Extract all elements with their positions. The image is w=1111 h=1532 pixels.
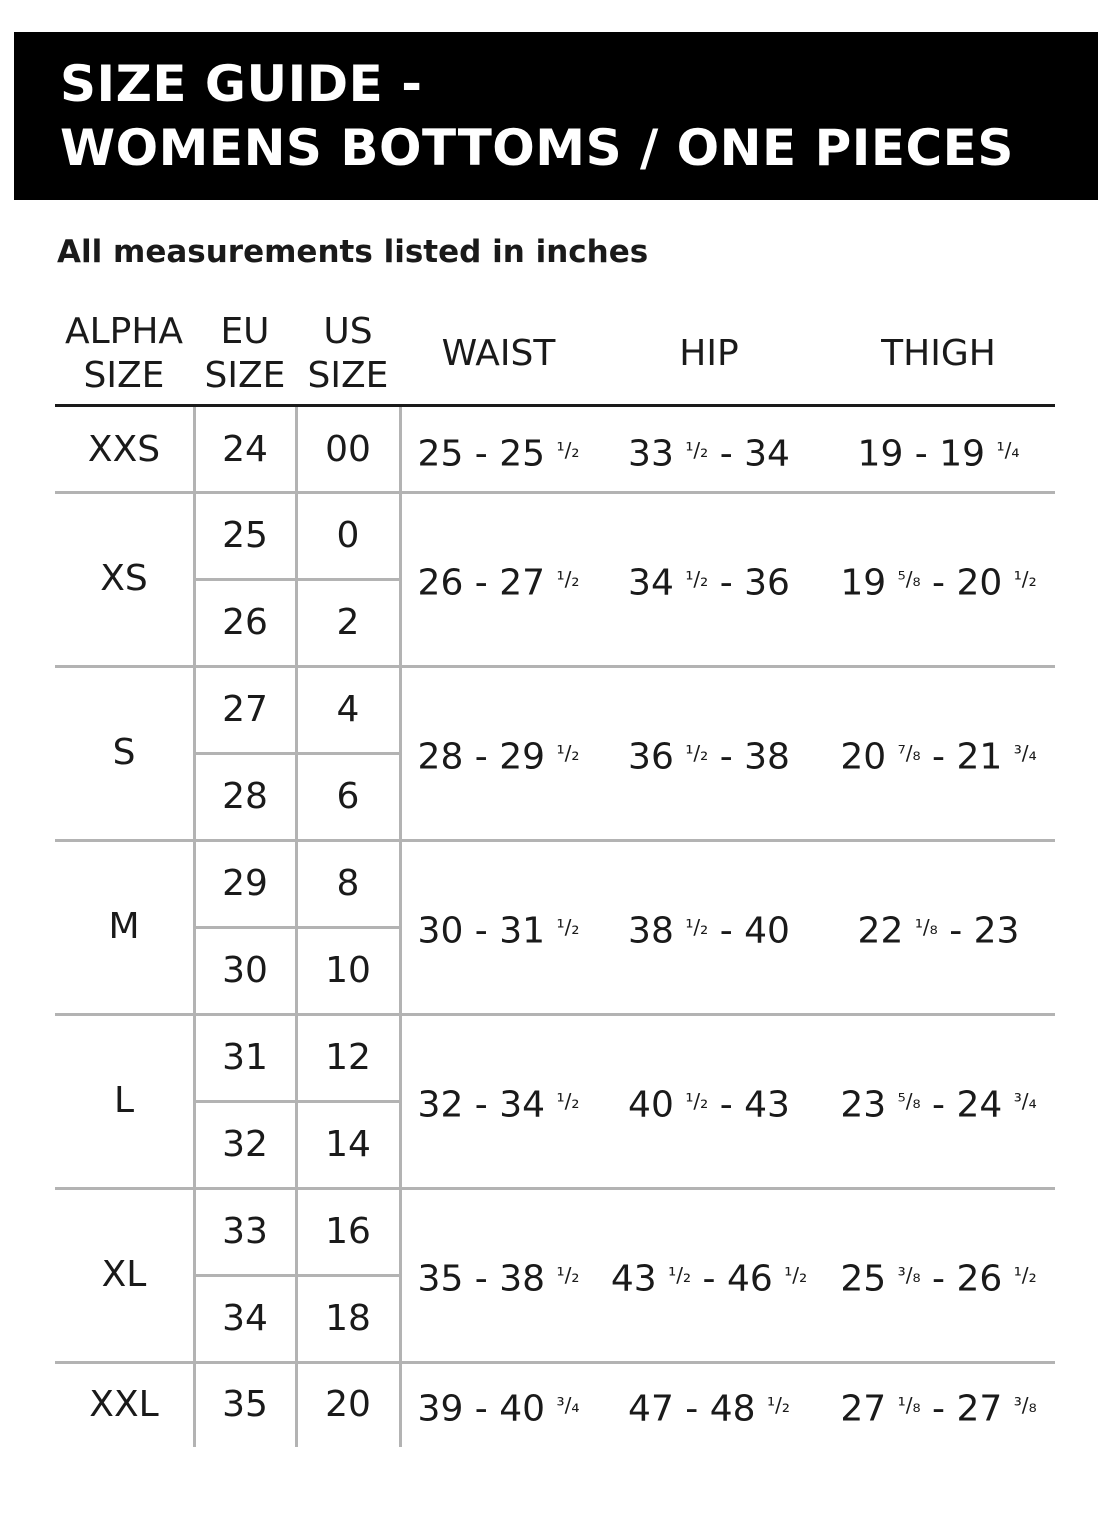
waist-cell: 28 - 29 $^{^1/_2}$ bbox=[417, 736, 580, 778]
eu-size-cell: 35 bbox=[222, 1383, 268, 1425]
alpha-size-cell: XXS bbox=[87, 428, 161, 470]
alpha-size-cell: XS bbox=[100, 558, 148, 599]
header-eu-size bbox=[195, 310, 295, 398]
hip-cell: 38 $^{^1/_2}$ - 40 bbox=[628, 910, 790, 952]
eu-size-cell: 32 bbox=[222, 1123, 268, 1165]
eu-size-cell: 28 bbox=[222, 775, 268, 817]
us-size-cell: 14 bbox=[325, 1123, 371, 1165]
thigh-cell: 25 $^{^3/_8}$ - 26 $^{^1/_2}$ bbox=[840, 1258, 1037, 1300]
header-alpha-line-2: SIZE bbox=[83, 355, 165, 396]
eu-size-cell: 31 bbox=[222, 1036, 268, 1078]
waist-cell: 26 - 27 $^{^1/_2}$ bbox=[417, 562, 580, 604]
thigh-cell: 20 $^{^7/_8}$ - 21 $^{^3/_4}$ bbox=[840, 736, 1037, 778]
header-waist: WAIST bbox=[441, 333, 556, 374]
title-line-1: SIZE GUIDE - bbox=[60, 55, 423, 113]
alpha-size-cell: L bbox=[113, 1080, 135, 1121]
eu-size-cell: 33 bbox=[222, 1210, 268, 1252]
measurement-note: All measurements listed in inches bbox=[57, 234, 649, 270]
hip-cell: 43 $^{^1/_2}$ - 46 $^{^1/_2}$ bbox=[610, 1258, 808, 1300]
alpha-size-cell: XL bbox=[101, 1254, 147, 1295]
group-divider bbox=[55, 1187, 1055, 1190]
us-size-cell: 16 bbox=[325, 1210, 371, 1252]
column-divider bbox=[193, 407, 196, 1447]
eu-size-cell: 27 bbox=[222, 688, 268, 730]
us-size-cell: 4 bbox=[336, 688, 360, 730]
us-size-cell: 18 bbox=[325, 1297, 371, 1339]
title-banner bbox=[14, 32, 1098, 200]
eu-size-cell: 24 bbox=[222, 428, 268, 470]
header-alpha-line-1: ALPHA bbox=[64, 311, 184, 352]
us-size-cell: 00 bbox=[325, 428, 371, 470]
eu-size-cell: 29 bbox=[222, 862, 268, 904]
eu-size-cell: 30 bbox=[222, 949, 268, 991]
hip-cell: 47 - 48 $^{^1/_2}$ bbox=[628, 1387, 790, 1429]
waist-cell: 32 - 34 $^{^1/_2}$ bbox=[417, 1084, 580, 1126]
column-divider bbox=[399, 407, 402, 1447]
waist-cell: 25 - 25 $^{^1/_2}$ bbox=[417, 432, 580, 474]
column-divider bbox=[295, 407, 298, 1447]
hip-cell: 34 $^{^1/_2}$ - 36 bbox=[628, 562, 790, 604]
us-size-cell: 6 bbox=[336, 775, 360, 817]
alpha-size-cell: XXL bbox=[89, 1383, 159, 1425]
group-divider bbox=[55, 491, 1055, 494]
us-size-cell: 20 bbox=[325, 1383, 371, 1425]
eu-size-cell: 34 bbox=[222, 1297, 268, 1339]
eu-size-cell: 26 bbox=[222, 601, 268, 643]
header-eu-line-2: SIZE bbox=[204, 355, 286, 396]
hip-cell: 40 $^{^1/_2}$ - 43 bbox=[628, 1084, 790, 1126]
header-us-line-2: SIZE bbox=[307, 355, 389, 396]
thigh-cell: 27 $^{^1/_8}$ - 27 $^{^3/_8}$ bbox=[840, 1387, 1037, 1429]
us-size-cell: 8 bbox=[336, 862, 360, 904]
title-line-2: WOMENS BOTTOMS / ONE PIECES bbox=[60, 119, 1014, 177]
us-size-cell: 2 bbox=[336, 601, 360, 643]
header-alpha-size bbox=[55, 310, 193, 398]
thigh-cell: 23 $^{^5/_8}$ - 24 $^{^3/_4}$ bbox=[840, 1084, 1037, 1126]
group-divider bbox=[55, 665, 1055, 668]
thigh-cell: 22 $^{^1/_8}$ - 23 bbox=[857, 910, 1020, 952]
thigh-cell: 19 $^{^5/_8}$ - 20 $^{^1/_2}$ bbox=[840, 562, 1037, 604]
header-thigh: THIGH bbox=[881, 333, 996, 374]
header-us-size bbox=[297, 310, 399, 398]
header-eu-line-1: EU bbox=[220, 311, 270, 352]
us-size-cell: 12 bbox=[325, 1036, 371, 1078]
header-us-line-1: US bbox=[323, 311, 373, 352]
hip-cell: 33 $^{^1/_2}$ - 34 bbox=[628, 432, 790, 474]
hip-cell: 36 $^{^1/_2}$ - 38 bbox=[628, 736, 790, 778]
header-hip: HIP bbox=[679, 333, 739, 374]
alpha-size-cell: M bbox=[108, 906, 140, 947]
us-size-cell: 10 bbox=[325, 949, 371, 991]
alpha-size-cell: S bbox=[112, 732, 136, 773]
group-divider bbox=[55, 1013, 1055, 1016]
eu-size-cell: 25 bbox=[222, 514, 268, 556]
group-divider bbox=[55, 1361, 1055, 1364]
us-size-cell: 0 bbox=[336, 514, 360, 556]
waist-cell: 39 - 40 $^{^3/_4}$ bbox=[417, 1387, 580, 1429]
thigh-cell: 19 - 19 $^{^1/_4}$ bbox=[857, 432, 1020, 474]
waist-cell: 35 - 38 $^{^1/_2}$ bbox=[417, 1258, 580, 1300]
group-divider bbox=[55, 839, 1055, 842]
header-rule bbox=[55, 404, 1055, 407]
waist-cell: 30 - 31 $^{^1/_2}$ bbox=[417, 910, 580, 952]
